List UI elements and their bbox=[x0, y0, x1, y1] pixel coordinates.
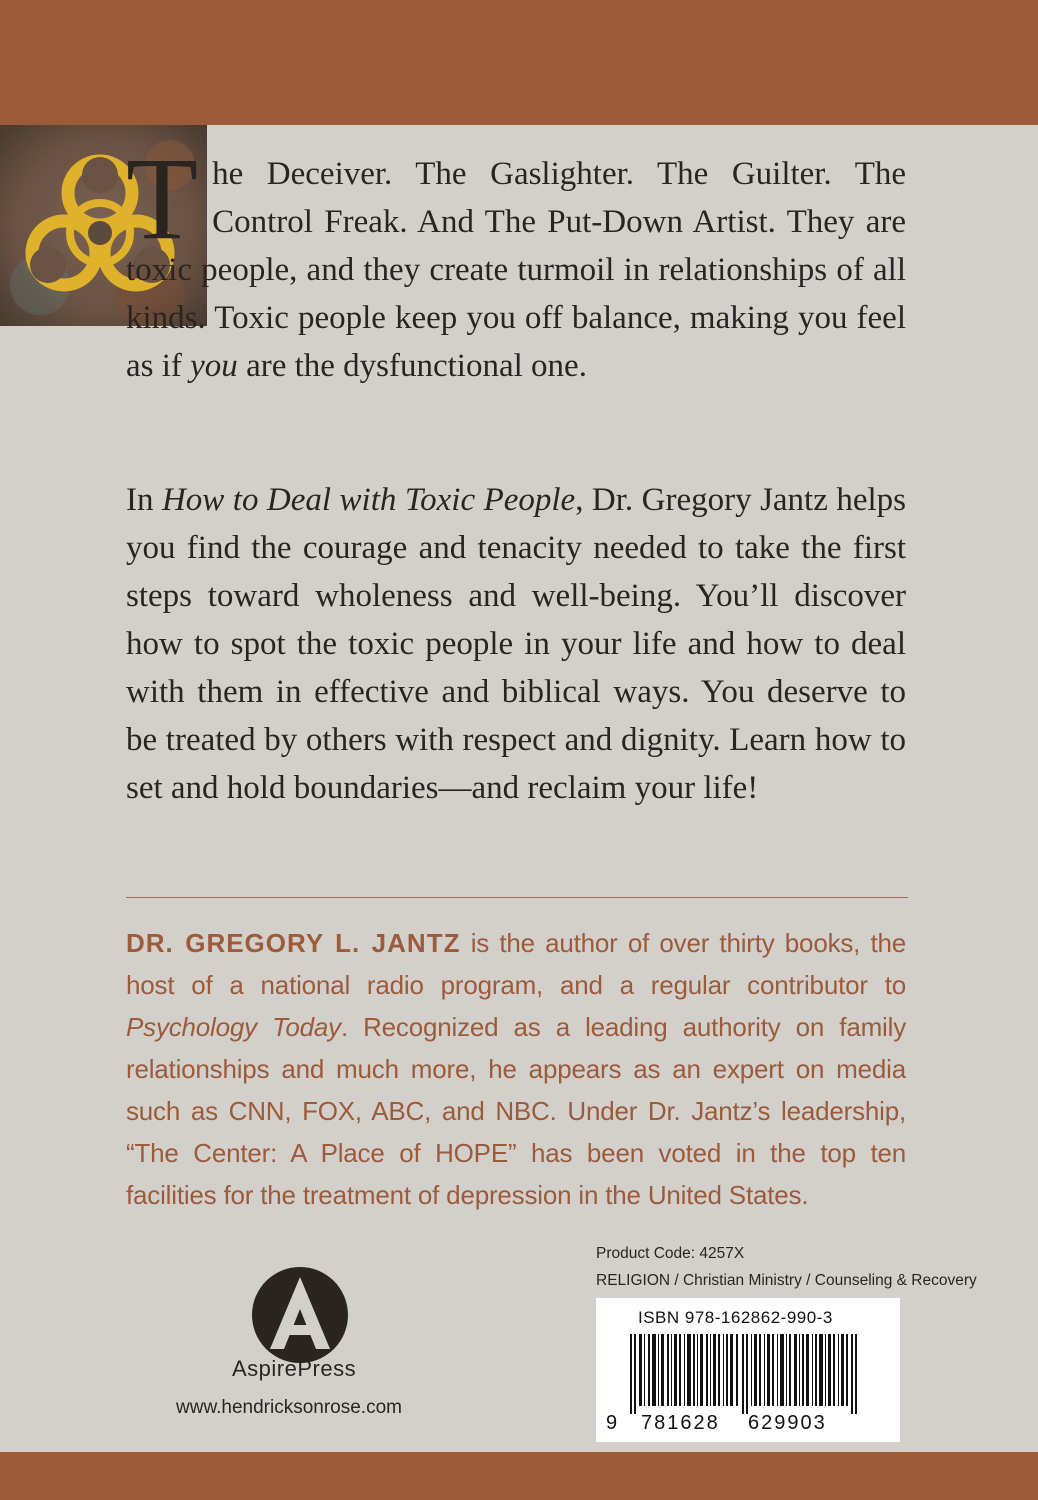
bio-part1: is the author of over thirty books, the host of a national radio program, and a regular contributor to bbox=[126, 928, 906, 1000]
divider-rule bbox=[126, 897, 908, 898]
product-info bbox=[596, 1240, 977, 1294]
description-body: , Dr. Gregory Jantz helps you find the courage and tenacity needed to take the first steps toward wholeness and well-being. You’ll discover how to spot the toxic people in your life and how to deal with them in effective and biblical ways. You deserve to be treated by others with respect and dignity. Learn how to set and hold boundaries—and reclaim your life! bbox=[126, 482, 907, 806]
barcode-digits-left: 781628 bbox=[641, 1412, 720, 1434]
book-title: How to Deal with Toxic People bbox=[161, 482, 576, 518]
barcode-bars bbox=[630, 1334, 870, 1414]
isbn-label: ISBN 978-162862-990-3 bbox=[638, 1308, 833, 1327]
publication-title: Psychology Today bbox=[126, 1012, 341, 1042]
product-category: RELIGION / Christian Ministry / Counseling & Recovery bbox=[596, 1272, 977, 1289]
intro-emphasis: you bbox=[190, 348, 238, 384]
top-color-band bbox=[0, 0, 1038, 125]
barcode-digits-right: 629903 bbox=[748, 1412, 827, 1434]
bio-part2: . Recognized as a leading authority on family relationships and much more, he appears as an expert on media such as CNN, FOX, ABC, and NBC. Under Dr. Jantz’s leadership, “The Center: A Place of HOPE” has been voted in the top ten facilities for the treatment of depression in the United States. bbox=[126, 1012, 906, 1210]
barcode-first-digit: 9 bbox=[606, 1412, 618, 1434]
barcode bbox=[596, 1298, 900, 1442]
intro-ending: are the dysfunctional one. bbox=[237, 348, 587, 384]
description-lead: In bbox=[126, 482, 162, 518]
author-bio bbox=[126, 922, 906, 1216]
drop-cap: T bbox=[126, 133, 199, 264]
description-paragraph bbox=[126, 476, 906, 812]
intro-paragraph bbox=[126, 133, 906, 390]
bottom-color-band bbox=[0, 1452, 1038, 1500]
intro-line2: The Control Freak. And The Put-Down bbox=[212, 156, 906, 240]
aspire-press-logo-icon bbox=[250, 1265, 350, 1365]
intro-line1: he Deceiver. The Gaslighter. The Guilter. bbox=[212, 156, 832, 192]
intro-rest: Artist. They are toxic people, and they create turmoil in relationships of all kinds. Toxic people keep you off balance, making you feel as if bbox=[126, 204, 906, 384]
publisher-website: www.hendricksonrose.com bbox=[176, 1397, 402, 1418]
author-name: DR. GREGORY L. JANTZ bbox=[126, 928, 461, 958]
publisher-name: AspirePress bbox=[232, 1356, 357, 1381]
product-code: Product Code: 4257X bbox=[596, 1245, 745, 1262]
